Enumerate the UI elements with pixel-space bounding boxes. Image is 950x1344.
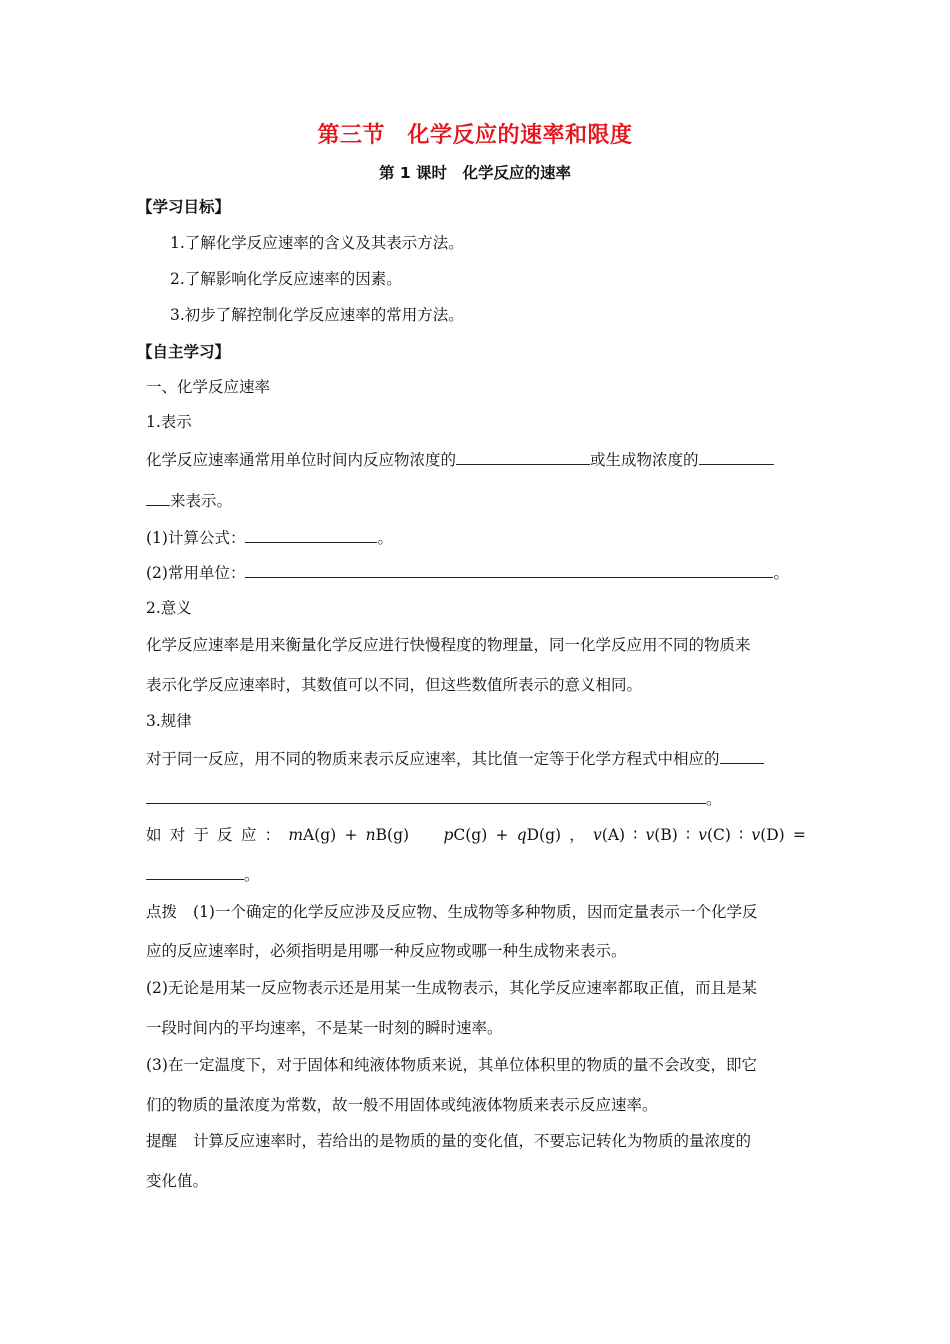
paragraph-line: [146, 449, 774, 470]
ratio-colon: ∶: [633, 826, 638, 844]
reminder-label: 提醒: [146, 1132, 178, 1150]
coefficient: p: [443, 826, 454, 844]
reminder-line: 变化值。: [146, 1172, 209, 1190]
rate-symbol: v: [698, 826, 707, 844]
equals-sign: =: [792, 826, 806, 844]
formula-line: [146, 527, 393, 548]
rate-b: [646, 825, 678, 845]
objective-item-1: 1.了解化学反应速率的含义及其表示方法。: [170, 234, 464, 252]
plus-sign: +: [344, 826, 358, 844]
coefficient: n: [365, 826, 376, 844]
reminder-line: [146, 1131, 751, 1151]
subsection-1-heading: 1.表示: [146, 413, 192, 431]
tip-line: 们的物质的量浓度为常数，故一般不用固体或纯液体物质来表示反应速率。: [146, 1096, 658, 1114]
tip-line: 一段时间内的平均速率，不是某一时刻的瞬时速率。: [146, 1019, 503, 1037]
species: (C): [707, 826, 731, 844]
eq-word: 如: [146, 826, 162, 844]
coefficient: m: [288, 826, 304, 844]
fill-blank[interactable]: [146, 788, 706, 804]
fill-blank[interactable]: [245, 562, 773, 578]
subsection-3-heading: 3.规律: [146, 712, 192, 730]
eq-word: 于: [193, 826, 209, 844]
formula-label: (1)计算公式：: [146, 529, 246, 547]
tip-line: 应的反应速率时，必须指明是用哪一种反应物或哪一种生成物来表示。: [146, 942, 627, 960]
self-study-heading: 【自主学习】: [137, 343, 231, 361]
rate-c: [698, 825, 731, 845]
tip-line: (2)无论是用某一反应物表示还是用某一生成物表示，其化学反应速率都取正值，而且是某: [146, 979, 757, 997]
tip-line: (3)在一定温度下，对于固体和纯液体物质来说，其单位体积里的物质的量不会改变，即它: [146, 1056, 757, 1074]
punctuation: 。: [244, 866, 260, 884]
fill-blank[interactable]: [456, 449, 590, 465]
paragraph-text: 来表示。: [170, 492, 233, 510]
eq-term-d: [517, 825, 561, 845]
paragraph-text: 对于同一反应，用不同的物质来表示反应速率，其比值一定等于化学方程式中相应的: [146, 750, 720, 768]
paragraph-line: [146, 490, 232, 511]
page-subtitle: 第 1 课时 化学反应的速率: [378, 164, 572, 182]
rate-a: [593, 825, 625, 845]
tip-text: (1)一个确定的化学反应涉及反应物、生成物等多种物质，因而定量表示一个化学反: [193, 903, 758, 921]
eq-term-a: [288, 825, 336, 845]
coefficient: q: [516, 826, 527, 844]
unit-line: [146, 562, 789, 583]
species: C(g): [453, 826, 488, 844]
rate-d: [751, 825, 784, 845]
tip-label: 点拨: [146, 903, 178, 921]
rate-symbol: v: [751, 826, 761, 844]
equation-answer-line: [146, 864, 260, 885]
subsection-2-heading: 2.意义: [146, 599, 192, 617]
species: (D): [760, 826, 785, 844]
species: D(g): [526, 826, 562, 844]
rate-symbol: v: [593, 826, 602, 844]
paragraph-text: 或生成物浓度的: [590, 451, 699, 469]
species: A(g): [303, 826, 337, 844]
punctuation: 。: [773, 564, 789, 582]
eq-word: 反: [217, 826, 233, 844]
paragraph-line: [146, 748, 764, 769]
ratio-colon: ∶: [739, 826, 744, 844]
page-title: 第三节 化学反应的速率和限度: [317, 123, 633, 148]
equation-line: [146, 825, 806, 845]
section-heading: 一、化学反应速率: [146, 378, 271, 396]
fill-blank[interactable]: [245, 527, 377, 543]
eq-term-b: [366, 825, 409, 845]
tip-line: [146, 902, 757, 922]
eq-word: 对: [169, 826, 186, 844]
eq-word: ：: [264, 826, 281, 844]
reminder-text: 计算反应速率时，若给出的是物质的量的变化值，不要忘记转化为物质的量浓度的: [193, 1132, 752, 1150]
plus-sign: +: [495, 826, 509, 844]
paragraph-line: 表示化学反应速率时，其数值可以不同，但这些数值所表示的意义相同。: [146, 676, 643, 694]
ratio-colon: ∶: [685, 826, 691, 844]
objective-item-3: 3.初步了解控制化学反应速率的常用方法。: [170, 306, 464, 324]
eq-comma: ，: [569, 826, 585, 844]
species: B(g): [375, 826, 410, 844]
eq-word: 应: [240, 826, 257, 844]
eq-term-c: [443, 825, 487, 845]
rate-symbol: v: [645, 826, 655, 844]
species: (A): [601, 826, 626, 844]
paragraph-line: [146, 788, 722, 809]
objectives-heading: 【学习目标】: [137, 198, 231, 216]
reaction-arrow-gap: [417, 825, 435, 845]
fill-blank[interactable]: [146, 864, 244, 880]
paragraph-text: 化学反应速率通常用单位时间内反应物浓度的: [146, 451, 457, 469]
paragraph-line: 化学反应速率是用来衡量化学反应进行快慢程度的物理量，同一化学反应用不同的物质来: [146, 636, 751, 654]
objective-item-2: 2.了解影响化学反应速率的因素。: [170, 270, 402, 288]
unit-label: (2)常用单位：: [146, 564, 246, 582]
punctuation: 。: [706, 790, 722, 808]
species: (B): [654, 826, 678, 844]
punctuation: 。: [377, 529, 393, 547]
fill-blank[interactable]: [146, 490, 170, 506]
fill-blank[interactable]: [720, 748, 764, 764]
fill-blank[interactable]: [699, 449, 774, 465]
